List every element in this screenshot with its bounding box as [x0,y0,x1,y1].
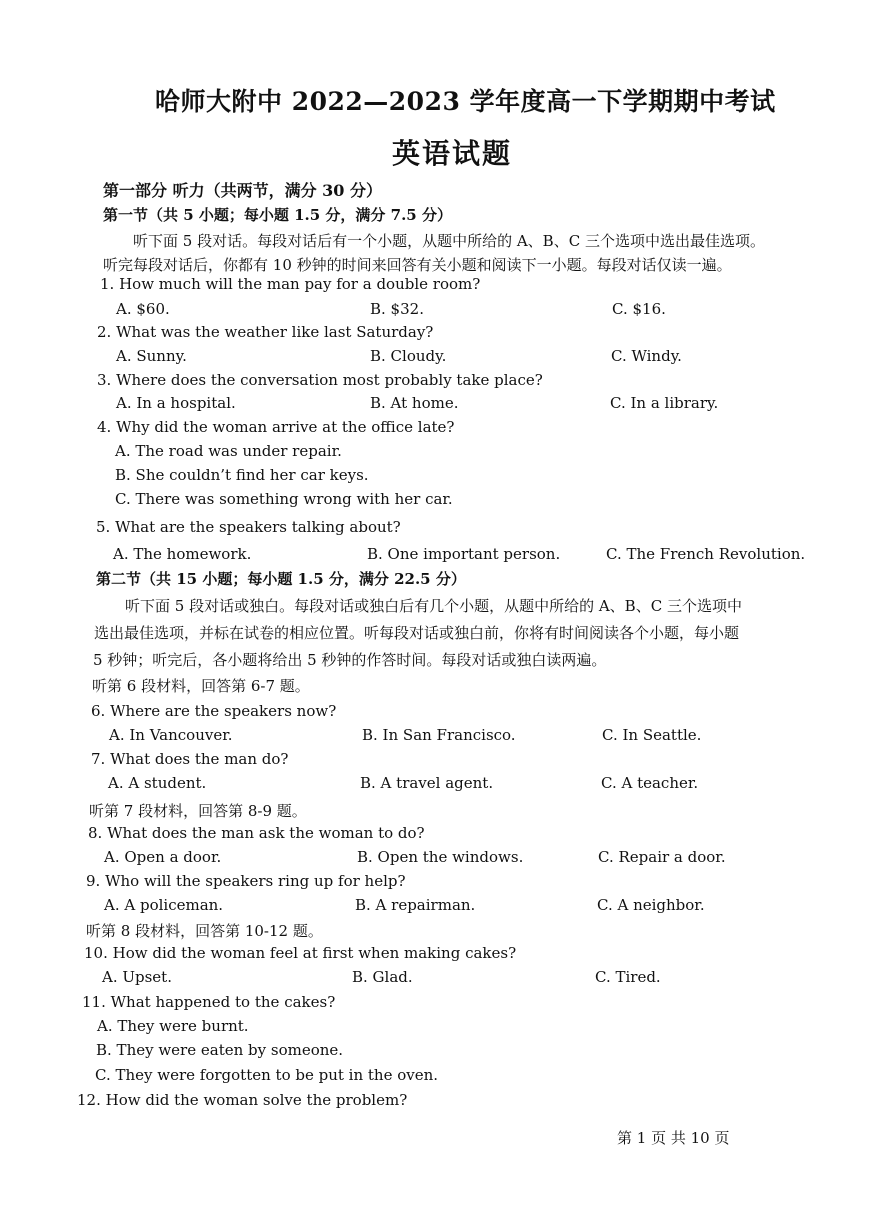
exam-title: 哈师大附中 2022—2023 学年度高一下学期期中考试 [155,87,776,116]
question-11: 11. What happened to the cakes? [82,993,336,1011]
section2-instruction-line3: 5 秒钟；听完后，各小题将给出 5 秒钟的作答时间。每段对话或独白读两遍。 [93,651,607,669]
q2-option-b: B. Cloudy. [370,347,447,365]
q4-option-b: B. She couldn’t find her car keys. [115,466,369,484]
q9-option-a: A. A policeman. [104,896,224,914]
question-12: 12. How did the woman solve the problem? [77,1091,408,1109]
question-5: 5. What are the speakers talking about? [96,518,401,536]
section1-heading: 第一节（共 5 小题；每小题 1.5 分，满分 7.5 分） [103,206,452,224]
q11-option-b: B. They were eaten by someone. [96,1041,344,1059]
question-7: 7. What does the man do? [91,750,289,768]
q3-option-b: B. At home. [370,394,459,412]
q9-option-c: C. A neighbor. [597,896,705,914]
q6-option-b: B. In San Francisco. [362,726,516,744]
question-9: 9. Who will the speakers ring up for help? [86,872,406,890]
material-note-6: 听第 6 段材料，回答第 6-7 题。 [92,677,310,695]
q11-option-a: A. They were burnt. [97,1017,249,1035]
q4-option-a: A. The road was under repair. [115,442,342,460]
question-1: 1. How much will the man pay for a double room? [100,275,481,293]
section2-heading: 第二节（共 15 小题；每小题 1.5 分，满分 22.5 分） [96,570,466,588]
section2-instruction-line1: 听下面 5 段对话或独白。每段对话或独白后有几个小题，从题中所给的 A、B、C 三个选项中 [125,597,742,615]
q7-option-c: C. A teacher. [601,774,699,792]
q2-option-a: A. Sunny. [116,347,187,365]
material-note-8: 听第 8 段材料，回答第 10-12 题。 [86,922,323,940]
q6-option-a: A. In Vancouver. [109,726,233,744]
question-6: 6. Where are the speakers now? [91,702,337,720]
question-2: 2. What was the weather like last Saturday? [97,323,434,341]
q1-option-b: B. $32. [370,300,424,318]
q4-option-c: C. There was something wrong with her car. [115,490,453,508]
q5-option-c: C. The French Revolution. [606,545,806,563]
q2-option-c: C. Windy. [611,347,682,365]
q5-option-b: B. One important person. [367,545,561,563]
section2-instruction-line2: 选出最佳选项，并标在试卷的相应位置。听每段对话或独白前，你将有时间阅读各个小题，每小题 [94,624,740,642]
part1-heading: 第一部分 听力（共两节，满分 30 分） [103,181,382,200]
question-4: 4. Why did the woman arrive at the office late? [97,418,455,436]
section1-instruction-line2: 听完每段对话后，你都有 10 秒钟的时间来回答有关小题和阅读下一小题。每段对话仅读一遍。 [103,256,732,274]
section1-instruction-line1: 听下面 5 段对话。每段对话后有一个小题，从题中所给的 A、B、C 三个选项中选出最佳选项。 [133,232,765,250]
q1-option-a: A. $60. [116,300,170,318]
q6-option-c: C. In Seattle. [602,726,702,744]
q10-option-b: B. Glad. [352,968,413,986]
q10-option-a: A. Upset. [102,968,172,986]
q1-option-c: C. $16. [612,300,666,318]
q7-option-a: A. A student. [108,774,207,792]
q8-option-b: B. Open the windows. [357,848,524,866]
q7-option-b: B. A travel agent. [360,774,494,792]
q9-option-b: B. A repairman. [355,896,476,914]
q5-option-a: A. The homework. [113,545,252,563]
material-note-7: 听第 7 段材料，回答第 8-9 题。 [89,802,307,820]
question-10: 10. How did the woman feel at first when making cakes? [84,944,517,962]
page-number: 第 1 页 共 10 页 [617,1129,730,1147]
q8-option-a: A. Open a door. [104,848,222,866]
q8-option-c: C. Repair a door. [598,848,726,866]
q3-option-a: A. In a hospital. [116,394,236,412]
q11-option-c: C. They were forgotten to be put in the oven. [95,1066,439,1084]
question-8: 8. What does the man ask the woman to do? [88,824,425,842]
q3-option-c: C. In a library. [610,394,719,412]
exam-subtitle: 英语试题 [392,137,513,170]
q10-option-c: C. Tired. [595,968,661,986]
question-3: 3. Where does the conversation most probably take place? [97,371,543,389]
